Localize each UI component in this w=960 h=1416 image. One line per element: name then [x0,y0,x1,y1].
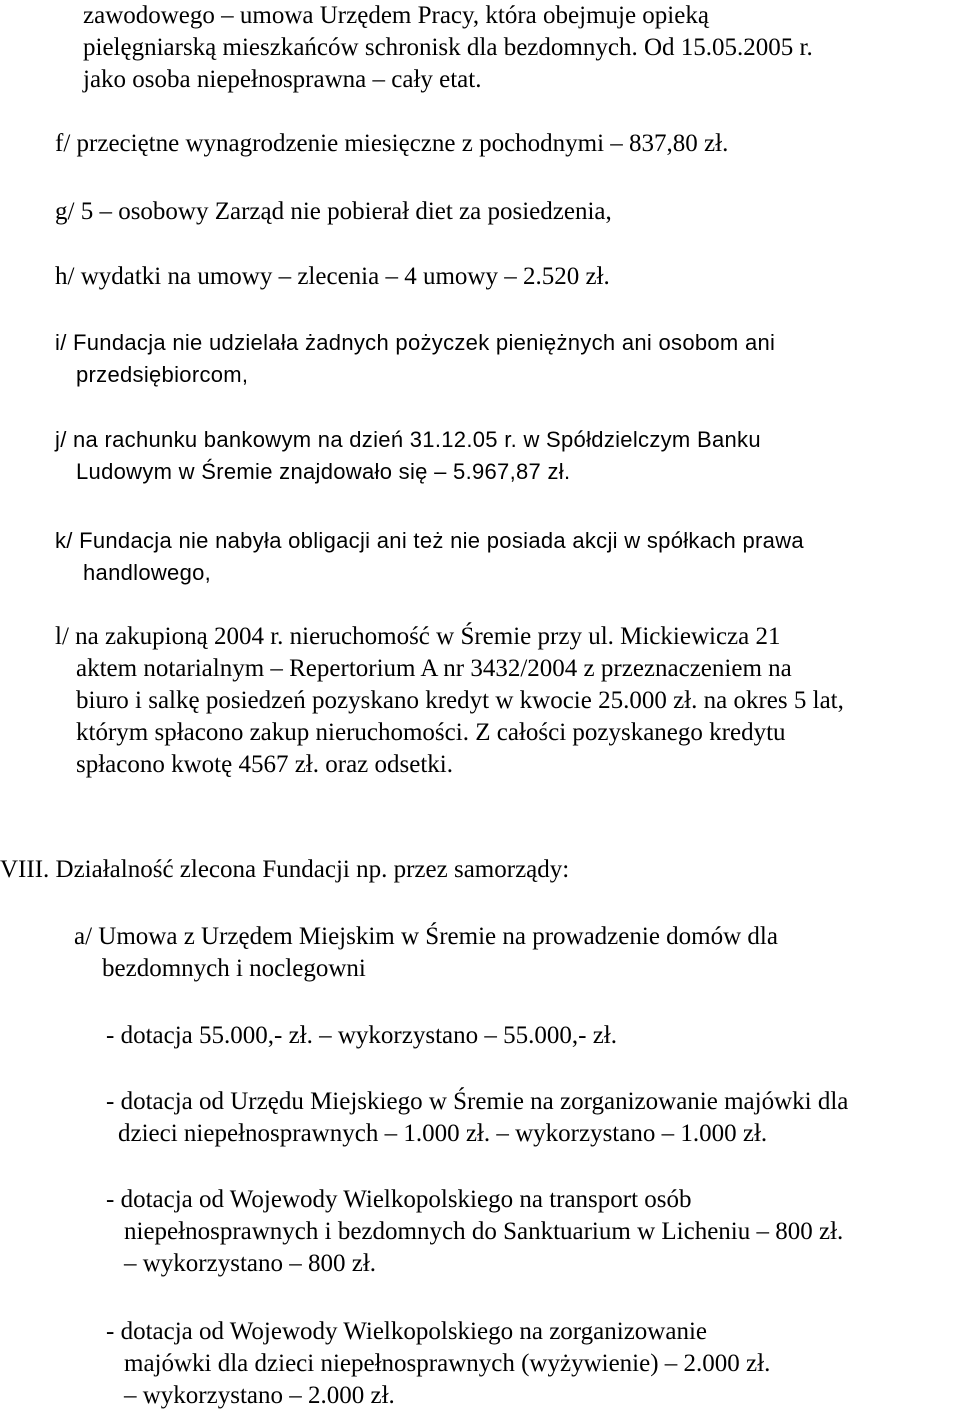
item-h-text: h/ wydatki na umowy – zlecenia – 4 umowy – 2.520 zł. [55,263,610,290]
grant-4-line-3: – wykorzystano – 2.000 zł. [124,1382,395,1409]
item-g-text: g/ 5 – osobowy Zarząd nie pobierał diet za posiedzenia, [55,198,612,225]
item-k-line-1: k/ Fundacja nie nabyła obligacji ani też nie posiada akcji w spółkach prawa [55,528,804,553]
item-i-line-2: przedsiębiorcom, [76,362,249,387]
grant-2-line-1: - dotacja od Urzędu Miejskiego w Śremie na zorganizowanie majówki dla [106,1088,849,1115]
section-viii-item-a [74,921,778,985]
item-l-line-4: którym spłacono zakup nieruchomości. Z całości pozyskanego kredytu [76,719,786,746]
intro-paragraph [83,0,813,96]
item-l [55,621,844,781]
intro-line-2: pielęgniarską mieszkańców schronisk dla bezdomnych. Od 15.05.2005 r. [83,34,813,61]
section-viii-heading-text: VIII. Działalność zlecona Fundacji np. przez samorządy: [0,856,570,883]
grant-3 [106,1184,843,1280]
grant-3-line-3: – wykorzystano – 800 zł. [124,1250,377,1277]
item-h [55,261,610,293]
intro-line-3: jako osoba niepełnosprawna – cały etat. [83,66,482,93]
grant-3-line-1: - dotacja od Wojewody Wielkopolskiego na transport osób [106,1186,692,1213]
item-f [55,128,728,160]
grant-2-line-2: dzieci niepełnosprawnych – 1.000 zł. – wykorzystano – 1.000 zł. [118,1120,768,1147]
grant-4-line-1: - dotacja od Wojewody Wielkopolskiego na zorganizowanie [106,1318,707,1345]
item-l-line-5: spłacono kwotę 4567 zł. oraz odsetki. [76,751,453,778]
item-g [55,196,612,228]
item-j [55,424,761,488]
item-l-line-1: l/ na zakupioną 2004 r. nieruchomość w Śremie przy ul. Mickiewicza 21 [55,623,781,650]
grant-3-line-2: niepełnosprawnych i bezdomnych do Sanktuarium w Licheniu – 800 zł. [124,1218,844,1245]
item-j-line-2: Ludowym w Śremie znajdowało się – 5.967,87 zł. [76,459,571,484]
grant-4-line-2: majówki dla dzieci niepełnosprawnych (wyżywienie) – 2.000 zł. [124,1350,771,1377]
grant-1 [106,1020,617,1052]
item-j-line-1: j/ na rachunku bankowym na dzień 31.12.05 r. w Spółdzielczym Banku [55,427,761,452]
item-a-line-2: bezdomnych i noclegowni [102,955,366,982]
item-i [55,327,775,391]
item-k [55,525,804,589]
item-l-line-2: aktem notarialnym – Repertorium A nr 3432/2004 z przeznaczeniem na [76,655,792,682]
item-l-line-3: biuro i salkę posiedzeń pozyskano kredyt w kwocie 25.000 zł. na okres 5 lat, [76,687,844,714]
grant-1-text: - dotacja 55.000,- zł. – wykorzystano – 55.000,- zł. [106,1022,617,1049]
item-a-line-1: a/ Umowa z Urzędem Miejskim w Śremie na prowadzenie domów dla [74,923,778,950]
item-i-line-1: i/ Fundacja nie udzielała żadnych pożyczek pieniężnych ani osobom ani [55,330,776,355]
item-f-text: f/ przeciętne wynagrodzenie miesięczne z pochodnymi – 837,80 zł. [55,130,729,157]
section-viii-heading [0,854,569,886]
item-k-line-2: handlowego, [83,560,212,585]
intro-line-1: zawodowego – umowa Urzędem Pracy, która obejmuje opieką [83,2,709,29]
grant-4 [106,1316,770,1412]
grant-2 [106,1086,848,1150]
